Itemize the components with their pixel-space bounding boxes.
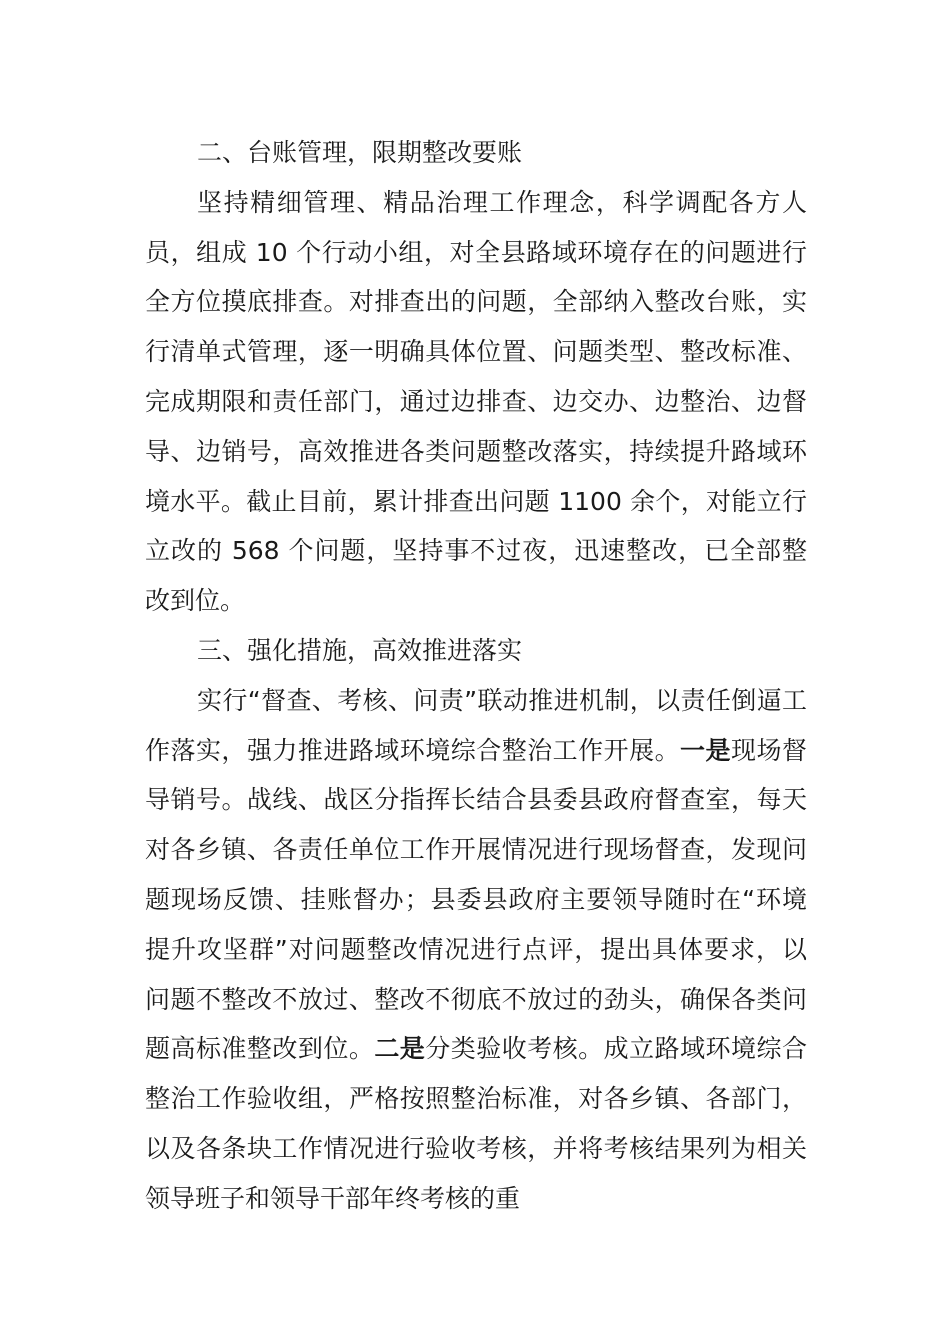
section-3-heading: 三、强化措施，高效推进落实 [197,635,523,665]
section-3-intro: 实行“督查、考核、问责”联动推进机制，以责任倒逼工作落实，强力推进路域环境综合整治工作开展。 [145,685,807,765]
point-1-label: 一是 [680,735,732,765]
document-body [145,128,807,1224]
point-2-label: 二是 [374,1034,426,1064]
section-2-paragraph: 坚持精细管理、精品治理工作理念，科学调配各方人员，组成 10 个行动小组，对全县路域环境存在的问题进行全方位摸底排查。对排查出的问题，全部纳入整改台账，实行清单式管理，逐一明确具体位置、问题类型、整改标准、完成期限和责任部门，通过边排查、边交办、边整治、边督导、边销号，高效推进各类问题整改落实，持续提升路域环境水平。截止目前，累计排查出问题 1100 余个，对能立行立改的 568 个问题，坚持事不过夜，迅速整改，已全部整改到位。 [145,187,807,616]
section-2-heading: 二、台账管理，限期整改要账 [197,138,523,167]
point-1-text: 现场督导销号。战线、战区分指挥长结合县委县政府督查室，每天对各乡镇、各责任单位工作开展情况进行现场督查，发现问题现场反馈、挂账督办；县委县政府主要领导随时在“环境提升攻坚群”对问题整改情况进行点评，提出具体要求，以问题不整改不放过、整改不彻底不放过的劲头，确保各类问题高标准整改到位。 [145,735,807,1064]
point-2-text: 分类验收考核。成立路域环境综合整治工作验收组，严格按照整治标准，对各乡镇、各部门，以及各条块工作情况进行验收考核，并将考核结果列为相关领导班子和领导干部年终考核的重 [145,1034,807,1213]
section-3-paragraph [145,676,807,1224]
